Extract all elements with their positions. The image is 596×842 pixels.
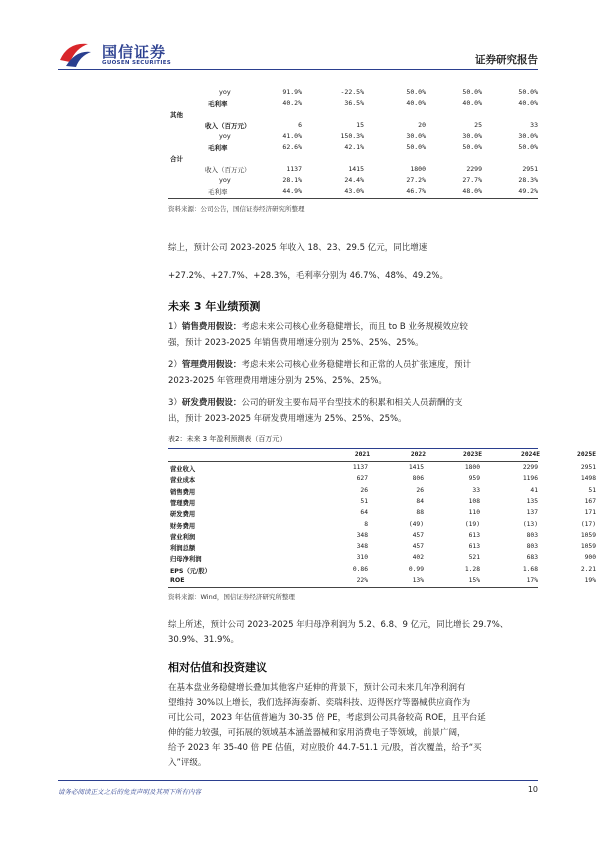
table-cell: 50.0% — [406, 143, 426, 151]
source-note: 资料来源：Wind，国信证券经济研究所整理 — [168, 593, 295, 601]
table-row-label: 毛利率 — [208, 100, 228, 108]
column-header: 2024E — [521, 451, 540, 458]
row-label: 营业收入 — [170, 466, 196, 473]
table-cell: 28.1% — [282, 176, 302, 184]
table-cell: 22% — [356, 577, 368, 584]
row-label: 营业成本 — [170, 477, 196, 485]
table-cell: 402 — [412, 554, 424, 562]
table-row-label: yoy — [219, 176, 231, 184]
summary-paragraph-line: +27.2%、+27.7%、+28.3%，毛利率分别为 46.7%、48%、49.2%。 — [168, 271, 448, 281]
table-cell: 521 — [468, 554, 480, 562]
table-row — [168, 475, 596, 485]
table-cell: 15 — [356, 121, 364, 129]
logo-text-cn: 国信证券 — [102, 43, 167, 61]
row-label: 销售费用 — [170, 488, 196, 496]
table-row-label: yoy — [219, 88, 231, 96]
table-cell: 49.2% — [518, 187, 538, 195]
column-header: 2025E — [577, 451, 596, 458]
assumption-sales-line2: 强，预计 2023-2025 年销售费用增速分别为 25%、25%、25%。 — [168, 338, 424, 348]
row-label: EPS（元/股） — [170, 567, 211, 575]
table-caption: 表2：未来 3 年盈利预测表（百万元） — [168, 435, 287, 443]
table-cell: 683 — [526, 554, 538, 562]
valuation-line: 伸的能力较强，可拓展的领域基本涵盖器械和家用消费电子等领域，前景广阔， — [168, 728, 466, 738]
table-cell: 27.2% — [406, 176, 426, 184]
table-cell: 44.9% — [282, 187, 302, 195]
table-cell: 1.28 — [464, 565, 480, 573]
table-cell: 50.0% — [462, 143, 482, 151]
table-cell: 1415 — [408, 464, 424, 471]
row-label: 利润总额 — [170, 545, 196, 553]
table-row — [168, 531, 596, 542]
table-cell: 46.7% — [406, 187, 426, 195]
table-cell: 108 — [468, 497, 480, 505]
valuation-line: 在基本盘业务稳健增长叠加其他客户延伸的背景下，预计公司未来几年净利润有 — [168, 683, 466, 693]
table-cell: 30.0% — [462, 132, 482, 140]
source-note: 资料来源：公司公告，国信证券经济研究所整理 — [168, 205, 305, 213]
table-cell: 40.2% — [282, 99, 302, 107]
valuation-line: 入”评级。 — [168, 758, 207, 768]
table-cell: 20 — [418, 121, 426, 129]
row-label: 归母净利润 — [170, 556, 202, 564]
table-cell: 88 — [416, 509, 424, 517]
table-cell: 40.0% — [406, 99, 426, 107]
table-cell: 64 — [360, 509, 368, 517]
table-cell: 43.0% — [344, 187, 364, 195]
table-cell: 348 — [356, 543, 368, 551]
table-cell: 2951 — [522, 165, 538, 173]
table-cell: 613 — [468, 531, 480, 539]
table-row-label: 毛利率 — [208, 188, 228, 196]
table-group-title: 其他 — [170, 111, 183, 119]
table-row — [168, 543, 596, 553]
table-cell: 6 — [298, 121, 302, 129]
table-cell: 51 — [360, 497, 368, 505]
table-bottom-rule — [168, 587, 538, 588]
assumption-rd-line2: 出，预计 2023-2025 年研发费用增速为 25%、25%、25%。 — [168, 414, 407, 424]
table-cell: 40.0% — [518, 99, 538, 107]
table-cell: 42.1% — [344, 143, 364, 151]
table-cell: 457 — [412, 531, 424, 539]
table-cell: 900 — [584, 554, 596, 562]
valuation-line: 可比公司，2023 年估值普遍为 30-35 倍 PE，考虑到公司具备较高 ROE，且平台延 — [168, 713, 486, 723]
section-heading: 相对估值和投资建议 — [168, 661, 267, 674]
table-cell: 84 — [416, 497, 424, 505]
row-label: 研发费用 — [170, 511, 196, 519]
column-header: 2021 — [354, 451, 370, 458]
row-label: 财务费用 — [170, 522, 196, 530]
table-cell: 8 — [364, 520, 368, 528]
table-cell: 27.7% — [462, 176, 482, 184]
table-cell: 1.68 — [522, 565, 538, 573]
table-cell: 25 — [474, 121, 482, 129]
table-cell: 50.0% — [518, 143, 538, 151]
table-cell: 30.0% — [406, 132, 426, 140]
table-cell: 348 — [356, 531, 368, 539]
table-cell: 26 — [360, 486, 368, 494]
table-cell: 15% — [468, 577, 480, 584]
table-cell: 2299 — [522, 464, 538, 471]
table-cell: 806 — [412, 475, 424, 483]
table-row — [168, 520, 596, 531]
summary-paragraph-line: 30.9%、31.9%。 — [168, 635, 240, 645]
disclaimer-text: 请务必阅读正文之后的免责声明及其项下所有内容 — [58, 788, 201, 796]
table-cell: 0.99 — [408, 565, 424, 573]
table-cell: -22.5% — [340, 88, 364, 96]
valuation-line: 望维持 30%以上增长，我们选择海泰新、奕瑞科技、迈得医疗等器械供应商作为 — [168, 698, 471, 708]
table-cell: 1059 — [580, 531, 596, 539]
table-cell: 50.0% — [518, 88, 538, 96]
table-row — [168, 554, 596, 564]
table-cell: 613 — [468, 543, 480, 551]
table-cell: 30.0% — [518, 132, 538, 140]
assumption-rd-line1: 3）研发费用假设：公司的研发主要布局平台型技术的积累和相关人员薪酬的支 — [168, 398, 463, 408]
table-cell: 50.0% — [406, 88, 426, 96]
table-row-label: yoy — [219, 132, 231, 140]
table-cell: 33 — [472, 486, 480, 494]
assumption-admin-line2: 2023-2025 年管理费用增速分别为 25%、25%、25%。 — [168, 376, 387, 386]
row-label: 管理费用 — [170, 499, 196, 507]
table-cell: 28.3% — [518, 176, 538, 184]
table-cell: 1137 — [352, 464, 368, 471]
footer-divider — [58, 780, 538, 781]
table-row-label: 毛利率 — [208, 144, 228, 152]
table-cell: 1800 — [410, 165, 426, 173]
table-cell: 48.0% — [462, 187, 482, 195]
table-cell: 24.4% — [344, 176, 364, 184]
table-cell: (19) — [464, 520, 480, 528]
table-cell: 803 — [526, 543, 538, 551]
table-cell: 26 — [416, 486, 424, 494]
row-label: ROE — [170, 577, 185, 584]
table-cell: 91.9% — [282, 88, 302, 96]
table-cell: 1415 — [348, 165, 364, 173]
page-number: 10 — [527, 785, 538, 794]
table-row — [168, 497, 596, 508]
table-row-label: 收入（百万元） — [205, 166, 251, 174]
table-row — [168, 486, 596, 497]
table-cell: 457 — [412, 543, 424, 551]
table-cell: 2951 — [580, 464, 596, 471]
report-type-label: 证券研究报告 — [475, 54, 538, 66]
table-row — [168, 509, 596, 519]
table-cell: 50.0% — [462, 88, 482, 96]
table-row-label: 收入（百万元） — [205, 122, 251, 130]
table-cell: 1800 — [464, 464, 480, 471]
table-cell: 33 — [530, 121, 538, 129]
table-cell: 1059 — [580, 543, 596, 551]
logo-text-en: GUOSEN SECURITIES — [102, 60, 172, 66]
column-header: 2023E — [463, 451, 482, 458]
table-cell: 803 — [526, 531, 538, 539]
table-cell: 51 — [588, 486, 596, 494]
table-cell: 2299 — [466, 165, 482, 173]
table-cell: 41 — [530, 486, 538, 494]
table-cell: 110 — [468, 509, 480, 517]
table-group-title: 合计 — [170, 155, 183, 163]
table-cell: (49) — [408, 520, 424, 528]
table-cell: 17% — [526, 577, 538, 584]
table-cell: (13) — [522, 520, 538, 528]
summary-paragraph-line: 综上所述，预计公司 2023-2025 年归母净利润为 5.2、6.8、9 亿元，同比增长 29.7%、 — [168, 620, 509, 630]
row-label: 营业利润 — [170, 533, 196, 541]
table-cell: 135 — [526, 497, 538, 505]
table-cell: 2.21 — [580, 565, 596, 573]
table-row — [168, 464, 596, 474]
table-cell: 0.86 — [352, 565, 368, 573]
table-cell: 36.5% — [344, 99, 364, 107]
assumption-sales-line1: 1）销售费用假设：考虑未来公司核心业务稳健增长，而且 to B 业务规模效应较 — [168, 322, 468, 332]
assumption-admin-line1: 2）管理费用假设：考虑未来公司核心业务稳健增长和正常的人员扩张速度，预计 — [168, 360, 471, 370]
table-cell: (17) — [580, 520, 596, 528]
table-cell: 41.0% — [282, 132, 302, 140]
section-heading: 未来 3 年业绩预测 — [168, 300, 261, 313]
table-cell: 171 — [584, 509, 596, 517]
table-cell: 1196 — [522, 475, 538, 483]
table-row — [168, 577, 596, 587]
table-row — [168, 565, 596, 576]
table-cell: 310 — [356, 554, 368, 562]
table-cell: 150.3% — [340, 132, 364, 140]
summary-paragraph-line: 综上，预计公司 2023-2025 年收入 18、23、29.5 亿元，同比增速 — [168, 243, 428, 253]
table-cell: 959 — [468, 475, 480, 483]
column-header: 2022 — [410, 451, 426, 458]
valuation-line: 给予 2023 年 35-40 倍 PE 估值，对应股价 44.7-51.1 元/股，首次覆盖，给予“买 — [168, 743, 482, 753]
table-cell: 167 — [584, 497, 596, 505]
table-cell: 1137 — [286, 165, 302, 173]
table-cell: 627 — [356, 475, 368, 483]
table-cell: 1498 — [580, 475, 596, 483]
table-cell: 40.0% — [462, 99, 482, 107]
table-cell: 137 — [526, 509, 538, 517]
table-cell: 13% — [412, 577, 424, 584]
table-cell: 19% — [584, 577, 596, 584]
table-cell: 62.6% — [282, 143, 302, 151]
